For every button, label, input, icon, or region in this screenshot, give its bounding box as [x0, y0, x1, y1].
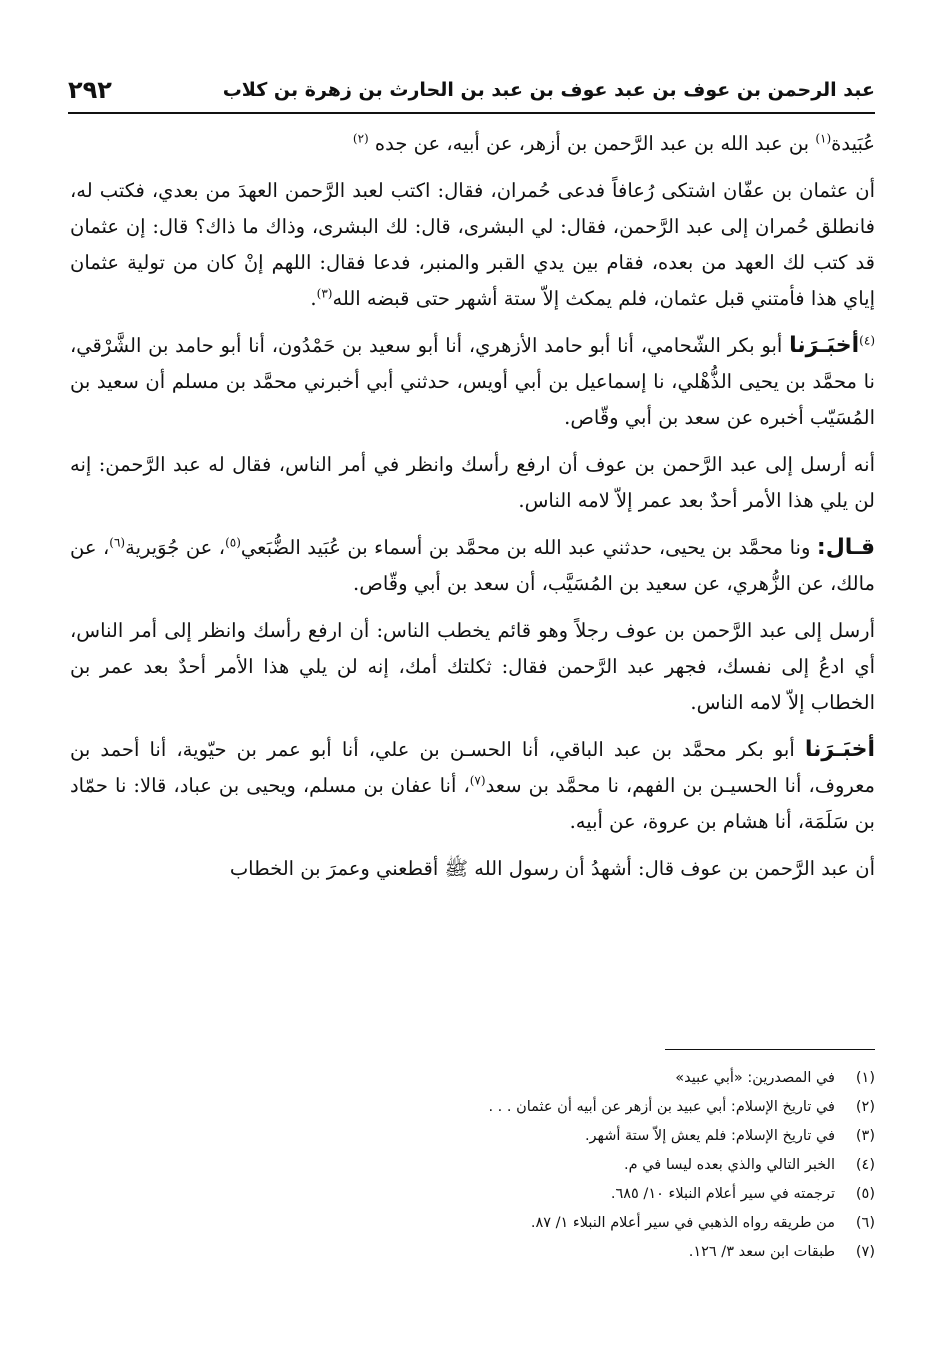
isnad-lead: أخبَـرَنا — [789, 333, 860, 358]
paragraph-5: قـال: ونا محمَّد بن يحيى، حدثني عبد الله بن محمَّد بن أسماء بن عُبَيد الضُّبَعي$^{(٥)}$، عن جُوَيرية$^{(٦)}$، عن مالك، عن الزُّهري، عن سعيد بن المُسَيَّب، أن سعد بن أبي وقّاص. — [70, 535, 875, 595]
running-title: عبد الرحمن بن عوف بن عبد عوف بن عبد بن الحارث بن زهرة بن كلاب — [222, 79, 875, 101]
footnote: (٣) في تاريخ الإسلام: فلم يعش إلاّ ستة أشهر. — [584, 1128, 875, 1144]
footnote-ref-4: (٤) — [859, 333, 875, 348]
isnad-lead: قـال: — [816, 535, 875, 560]
footnote-ref-5: (٥) — [225, 535, 241, 550]
footnote-divider — [665, 1049, 875, 1050]
footnote-ref-1: (١) — [815, 131, 832, 146]
paragraph-3: $^{(٤)}$أخبَـرَنا أبو بكر الشّحامي، أنا أبو حامد الأزهري، أنا أبو سعيد بن حَمْدُون، أنا أبو حامد بن الشَّرْقي، نا محمَّد بن يحيى الذُّهْلي، نا إسماعيل بن أبي أويس، حدثني أبي أخبرني محمَّد بن مسلم أن سعيد بن المُسَيّب أخبره عن سعد بن أبي وقّاص. — [70, 333, 875, 429]
footnote: (٦) من طريقه رواه الذهبي في سير أعلام النبلاء ١/ ٨٧. — [530, 1215, 875, 1231]
footnote: (٧) طبقات ابن سعد ٣/ ١٢٦. — [688, 1244, 875, 1260]
isnad-lead: أخبَـرَنا — [804, 737, 875, 762]
paragraph-1: عُبَيدة$^{(١)}$ بن عبد الله بن عبد الرَّحمن بن أزهر، عن أبيه، عن جده $^{(٢)}$ — [352, 131, 875, 155]
page-header — [68, 68, 875, 114]
paragraph-7: أخبَـرَنا أبو بكر محمَّد بن عبد الباقي، أنا الحسـن بن علي، أنا أبو عمر بن حيّوية، أنا أحمد بن معروف، أنا الحسيـن بن الفهم، نا محمَّد بن سعد$^{(٧)}$، أنا عفان بن مسلم، ويحيى بن عباد، قالا: نا حمّاد بن سَلَمَة، أنا هشام بن عروة، عن أبيه. — [70, 737, 875, 833]
footnote: (٥) ترجمته في سير أعلام النبلاء ١٠/ ٦٨٥. — [610, 1186, 875, 1202]
footnote: (٤) الخبر التالي والذي بعده ليسا في م. — [624, 1157, 875, 1173]
footnote-ref-6: (٦) — [109, 535, 126, 550]
main-text — [70, 126, 875, 898]
footnote-ref-2: (٢) — [352, 131, 369, 146]
footnote: (٢) في تاريخ الإسلام: أبي عبيد بن أزهر عن أبيه أن عثمان . . . — [488, 1099, 875, 1115]
footnote: (١) في المصدرين: «أبي عبيد» — [675, 1070, 875, 1086]
footnotes — [70, 1064, 875, 1267]
page-number: ٢٩٢ — [68, 76, 112, 104]
paragraph-4: أنه أرسل إلى عبد الرَّحمن بن عوف أن ارفع رأسك وانظر في أمر الناس، فقال له عبد الرَّحمن: إنه لن يلي هذا الأمر أحدٌ بعد عمر إلاّ لامه الناس. — [70, 453, 875, 512]
footnote-ref-7: (٧) — [469, 773, 486, 788]
paragraph-2: أن عثمان بن عفّان اشتكى رُعافاً فدعى حُمران، فقال: اكتب لعبد الرَّحمن العهدَ من بعدي، فكتب له، فانطلق حُمران إلى عبد الرَّحمن، فقال: لي البشرى، قال: لك البشرى، وذاك ما ذاك؟ قال: إن عثمان قد كتب لك العهد من بعده، فقام بين يدي القبر والمنبر، فدعا فقال: اللهم إنْ كان من تولية عثمان إياي هذا فأمتني قبل عثمان، فلم يمكث إلاّ ستة أشهر حتى قبضه الله$^{(٣)}$. — [70, 179, 875, 310]
paragraph-8: أن عبد الرَّحمن بن عوف قال: أشهدُ أن رسول الله ﷺ أقطعني وعمرَ بن الخطاب — [229, 857, 875, 880]
paragraph-6: أرسل إلى عبد الرَّحمن بن عوف رجلاً وهو قائم يخطب الناس: أن ارفع رأسك وانظر إلى أمر الناس، أي ادعُ إلى نفسك، فجهر عبد الرَّحمن فقال: ثكلتك أمك، إنه لن يلي هذا الأمر أحدٌ بعد عمر بن الخطاب إلاّ لامه الناس. — [70, 619, 875, 714]
footnote-ref-3: (٣) — [316, 286, 333, 301]
